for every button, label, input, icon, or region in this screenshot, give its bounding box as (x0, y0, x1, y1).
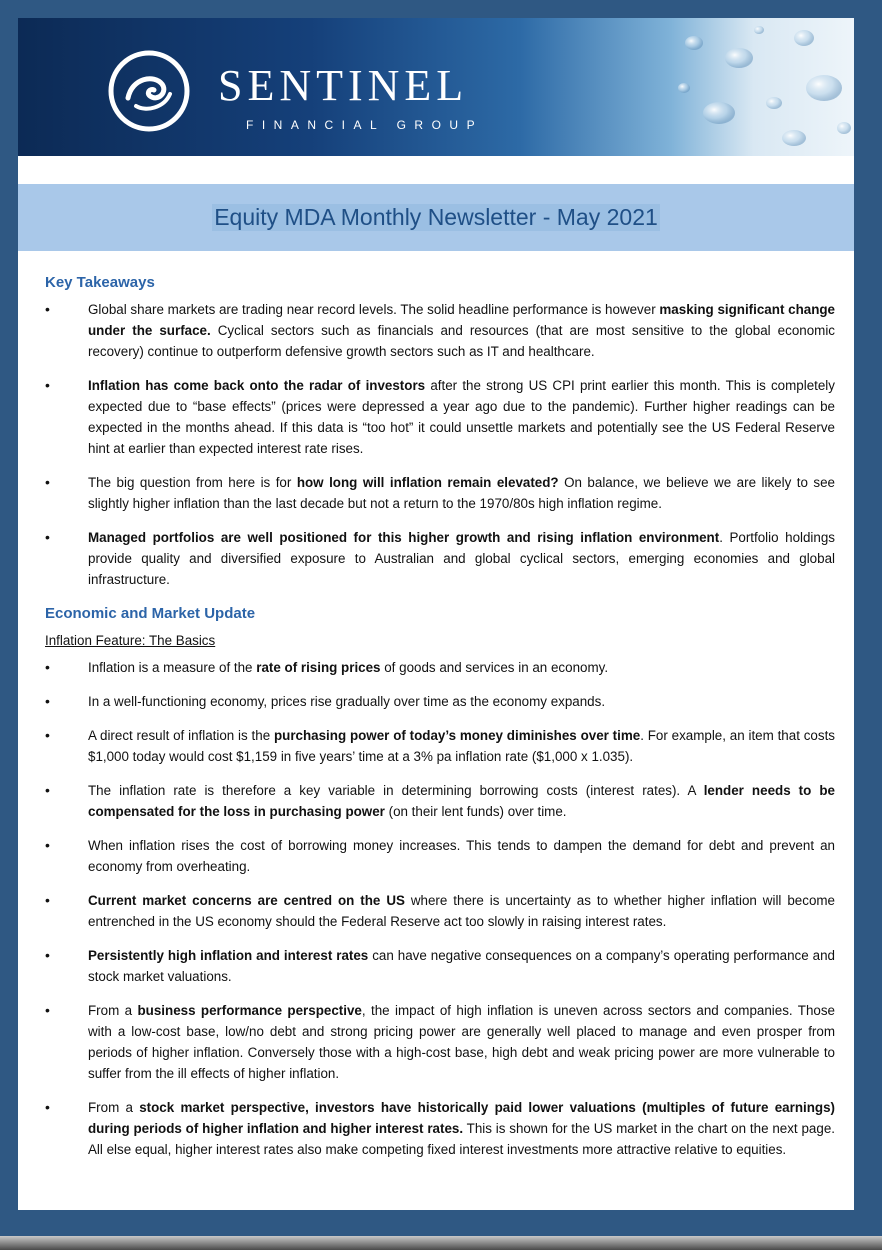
bold-text: masking significant change under the surface. (88, 302, 835, 338)
list-item (45, 780, 835, 822)
text: Cyclical sectors such as financials and resources (that are most sensitive to the global economic recovery) continue to outperform defensive growth sectors such as IT and healthcare. (88, 323, 835, 359)
key-takeaways-heading: Key Takeaways (45, 274, 155, 291)
bold-text: Current market concerns are centred on the US (88, 893, 405, 908)
newsletter-title: Equity MDA Monthly Newsletter - May 2021 (214, 204, 658, 230)
bold-text: stock market perspective, investors have historically paid lower valuations (multiples of future earnings) during periods of higher inflation and higher interest rates. (88, 1100, 835, 1136)
text: The inflation rate is therefore a key variable in determining borrowing costs (interest rates). A (88, 783, 704, 798)
inflation-feature-subheading: Inflation Feature: The Basics (45, 633, 216, 648)
text: A direct result of inflation is the (88, 728, 274, 743)
list-item (45, 657, 835, 678)
list-item (45, 890, 835, 932)
water-drops-image (664, 18, 854, 156)
bold-text: lender needs to be compensated for the loss in purchasing power (88, 783, 835, 819)
economic-update-list (45, 657, 835, 1160)
text: . For example, an item that costs $1,000 today would cost $1,159 in five years’ time at a 3% pa inflation rate ($1,000 x 1.035). (88, 728, 835, 764)
text: From a (88, 1100, 140, 1115)
text: This is shown for the US market in the chart on the next page. All else equal, higher interest rates also make competing fixed interest investments more attractive relative to equities. (88, 1121, 835, 1157)
key-takeaways-list (45, 299, 835, 590)
text: In a well-functioning economy, prices rise gradually over time as the economy expands. (88, 694, 606, 709)
list-item (45, 299, 835, 362)
bold-text: Persistently high inflation and interest rates (88, 948, 369, 963)
list-item (45, 472, 835, 514)
bold-text: how long will inflation remain elevated? (296, 475, 559, 490)
newsletter-content (45, 272, 835, 1173)
text: . Portfolio holdings provide quality and diversified exposure to Australian and global cyclical sectors, emerging economies and global infrastructure. (88, 530, 836, 587)
bold-text: business performance perspective (137, 1003, 362, 1018)
text: where there is uncertainty as to whether higher inflation will become entrenched in the US economy should the Federal Reserve act too slowly in raising interest rates. (88, 893, 835, 929)
text: From a (88, 1003, 138, 1018)
text: The big question from here is for (88, 475, 297, 490)
bottom-edge (0, 1236, 882, 1250)
bold-text: purchasing power of today’s money diminishes over time (273, 728, 641, 743)
text: Global share markets are trading near record levels. The solid headline performance is however (88, 302, 660, 317)
text: When inflation rises the cost of borrowing money increases. This tends to dampen the demand for debt and prevent an economy from overheating. (88, 838, 835, 874)
list-item (45, 945, 835, 987)
text: On balance, we believe we are likely to see slightly higher inflation than the last decade but not a return to the 1970/80s high inflation regime. (88, 475, 835, 511)
list-item (45, 375, 835, 459)
brand-subtitle: FINANCIAL GROUP (246, 118, 484, 132)
text: after the strong US CPI print earlier this month. This is completely expected due to “base effects” (prices were depressed a year ago due to the pandemic). Further higher readings can be expected in the months ahead. If this data is “too hot” it could unsettle markets and potentially see the US Federal Reserve hint at earlier than expected interest rate rises. (88, 378, 835, 456)
economic-update-heading: Economic and Market Update (45, 605, 256, 622)
sentinel-logo-icon (106, 48, 192, 134)
title-band (18, 184, 854, 251)
bold-text: Inflation has come back onto the radar of investors (88, 378, 426, 393)
header-banner (18, 18, 854, 156)
brand-name: SENTINEL (218, 61, 469, 110)
list-item (45, 1097, 835, 1160)
text: can have negative consequences on a company’s operating performance and stock market valuations. (88, 948, 835, 984)
text: Inflation is a measure of the (88, 660, 257, 675)
list-item (45, 691, 835, 712)
bold-text: rate of rising prices (256, 660, 381, 675)
newsletter-page (18, 18, 854, 1210)
list-item (45, 725, 835, 767)
text: of goods and services in an economy. (380, 660, 609, 675)
list-item (45, 835, 835, 877)
text: (on their lent funds) over time. (384, 804, 567, 819)
list-item (45, 1000, 835, 1084)
text: , the impact of high inflation is uneven across sectors and companies. Those with a low-cost base, low/no debt and strong pricing power are generally well placed to manage and even prosper from periods of higher inflation. Conversely those with a high-cost base, high debt and weak pricing power are more vulnerable to suffer from the ill effects of higher inflation. (88, 1003, 835, 1081)
list-item (45, 527, 835, 590)
bold-text: Managed portfolios are well positioned for this higher growth and rising inflation environment (88, 530, 720, 545)
